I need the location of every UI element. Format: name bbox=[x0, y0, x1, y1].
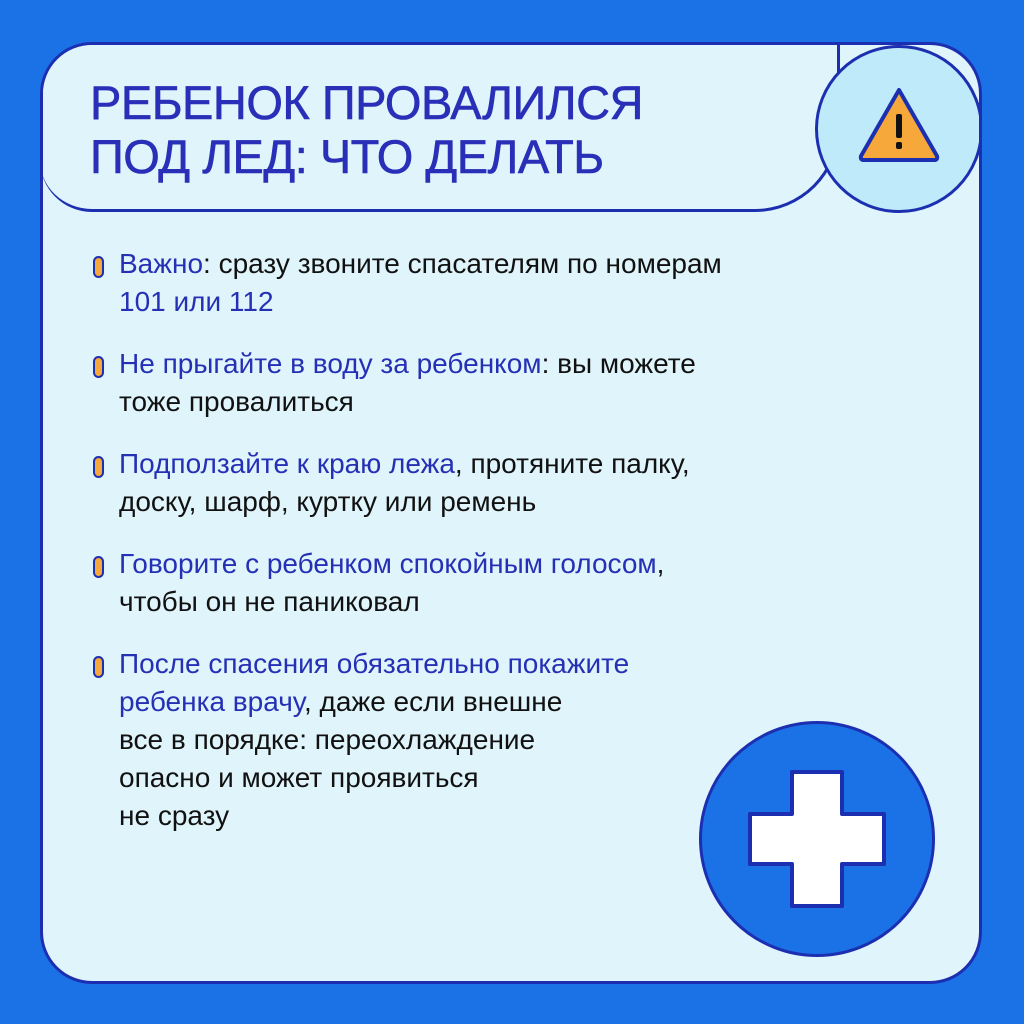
item-highlight-line2: ребенка врачу bbox=[119, 686, 304, 717]
list-item bbox=[93, 245, 722, 321]
item-highlight: Говорите с ребенком спокойным голосом bbox=[119, 548, 657, 579]
info-card bbox=[40, 42, 982, 984]
item-highlight: После спасения обязательно покажите bbox=[119, 648, 630, 679]
bullet-icon bbox=[93, 256, 104, 278]
list-item bbox=[93, 345, 722, 421]
item-text: : сразу звоните спасателям по номерам bbox=[203, 248, 722, 279]
page-title bbox=[90, 76, 643, 184]
medical-cross-icon bbox=[746, 768, 888, 910]
title-line-2: ПОД ЛЕД: ЧТО ДЕЛАТЬ bbox=[90, 130, 604, 183]
item-text-line2: тоже провалиться bbox=[119, 386, 354, 417]
item-text-line2: , даже если внешне bbox=[304, 686, 563, 717]
bullet-icon bbox=[93, 356, 104, 378]
warning-icon bbox=[856, 84, 942, 164]
list-item bbox=[93, 445, 722, 521]
item-highlight: Не прыгайте в воду за ребенком bbox=[119, 348, 542, 379]
bullet-icon bbox=[93, 456, 104, 478]
item-text-line3: все в порядке: переохлаждение bbox=[119, 724, 536, 755]
item-text-line5: не сразу bbox=[119, 800, 230, 831]
item-text: , протяните палку, bbox=[454, 448, 690, 479]
list-item bbox=[93, 545, 722, 621]
header-panel bbox=[40, 42, 840, 212]
list-item bbox=[93, 645, 722, 835]
item-text-line2: доску, шарф, куртку или ремень bbox=[119, 486, 537, 517]
item-text-line4: опасно и может проявиться bbox=[119, 762, 479, 793]
title-line-1: РЕБЕНОК ПРОВАЛИЛСЯ bbox=[90, 76, 644, 129]
item-text-line2: чтобы он не паниковал bbox=[119, 586, 420, 617]
instructions-list bbox=[93, 245, 722, 859]
item-text: : вы можете bbox=[541, 348, 696, 379]
item-text: , bbox=[656, 548, 665, 579]
warning-badge bbox=[815, 45, 982, 213]
item-highlight-line2: 101 или 112 bbox=[119, 286, 274, 317]
item-highlight: Важно bbox=[119, 248, 204, 279]
medical-badge bbox=[699, 721, 935, 957]
item-highlight: Подползайте к краю лежа bbox=[119, 448, 455, 479]
bullet-icon bbox=[93, 656, 104, 678]
bullet-icon bbox=[93, 556, 104, 578]
